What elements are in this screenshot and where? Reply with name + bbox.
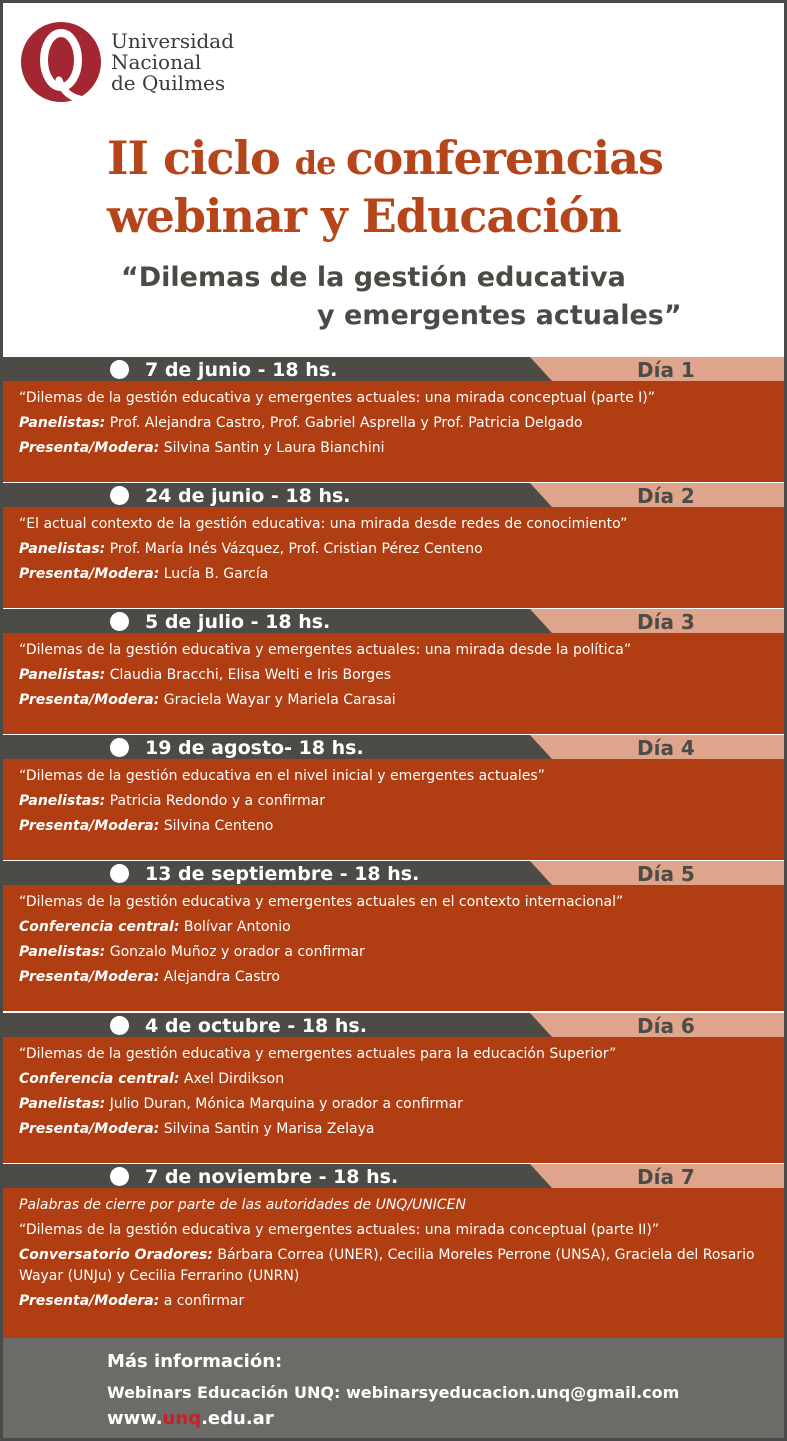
day-date: 5 de julio - 18 hs.: [145, 611, 331, 633]
day-date: 13 de septiembre - 18 hs.: [145, 863, 420, 885]
subtitle-line-2: y emergentes actuales”: [317, 300, 682, 331]
detail-text: “Dilemas de la gestión educativa y emergentes actuales: una mirada conceptual (parte I)”: [19, 390, 655, 406]
day-number: Día 7: [637, 1165, 695, 1188]
day-block: [3, 609, 784, 734]
day-body: [3, 381, 784, 482]
detail-label: Presenta/Modera:: [19, 440, 160, 456]
detail-label: Conferencia central:: [19, 1071, 180, 1087]
detail-text: Axel Dirdikson: [179, 1071, 285, 1087]
detail-line: [19, 965, 784, 990]
detail-line: [19, 915, 784, 940]
day-header: [3, 483, 784, 507]
detail-line: [19, 663, 784, 688]
day-number: Día 1: [637, 358, 695, 381]
bullet-icon: [110, 612, 129, 631]
day-number: Día 4: [637, 736, 695, 759]
day-header: [3, 1013, 784, 1037]
bullet-icon: [110, 360, 129, 379]
detail-text: Bárbara Correa (UNER), Cecilia Moreles Perrone (UNSA), Graciela del Rosario Wayar (UNJu) y Cecilia Ferrarino (UNRN): [19, 1247, 755, 1284]
day-number: Día 6: [637, 1014, 695, 1037]
detail-line: [19, 1092, 784, 1117]
university-line-1: Universidad: [111, 29, 235, 53]
day-body: [3, 507, 784, 608]
contact-email[interactable]: Webinars Educación UNQ: webinarsyeducacion.unq@gmail.com: [107, 1383, 680, 1402]
detail-line: [19, 411, 784, 436]
talk-title: [19, 512, 784, 537]
university-name: [111, 31, 234, 94]
detail-text: Gonzalo Muñoz y orador a confirmar: [105, 944, 365, 960]
detail-label: Presenta/Modera:: [19, 566, 160, 582]
title-part-1: II ciclo: [107, 131, 295, 185]
day-body: [3, 1188, 784, 1341]
detail-text: Alejandra Castro: [159, 969, 280, 985]
detail-line: [19, 436, 784, 461]
detail-label: Panelistas:: [19, 793, 106, 809]
day-body: [3, 759, 784, 860]
day-block: [3, 861, 784, 1011]
detail-label: Conversatorio Oradores:: [19, 1247, 213, 1263]
day-block: [3, 357, 784, 482]
day-body: [3, 1037, 784, 1163]
day-date: 7 de noviembre - 18 hs.: [145, 1166, 399, 1188]
detail-line: [19, 940, 784, 965]
detail-text: Silvina Santin y Marisa Zelaya: [159, 1121, 375, 1137]
detail-text: a confirmar: [159, 1293, 245, 1309]
detail-text: Julio Duran, Mónica Marquina y orador a confirmar: [105, 1096, 463, 1112]
detail-text: Prof. María Inés Vázquez, Prof. Cristian Pérez Centeno: [105, 541, 483, 557]
detail-text: “Dilemas de la gestión educativa en el nivel inicial y emergentes actuales”: [19, 768, 545, 784]
website-link[interactable]: [107, 1408, 274, 1429]
detail-line: [19, 562, 784, 587]
bullet-icon: [110, 738, 129, 757]
bullet-icon: [110, 486, 129, 505]
detail-text: Bolívar Antonio: [179, 919, 291, 935]
day-header: [3, 1164, 784, 1188]
day-date: 7 de junio - 18 hs.: [145, 359, 338, 381]
detail-text: Prof. Alejandra Castro, Prof. Gabriel Asprella y Prof. Patricia Delgado: [105, 415, 583, 431]
detail-label: Panelistas:: [19, 667, 106, 683]
detail-label: Panelistas:: [19, 541, 106, 557]
detail-line: [19, 1289, 784, 1314]
detail-text: Patricia Redondo y a confirmar: [105, 793, 326, 809]
talk-title: [19, 1218, 784, 1243]
talk-title: [19, 1042, 784, 1067]
detail-line: [19, 688, 784, 713]
detail-line: [19, 1067, 784, 1092]
day-date: 4 de octubre - 18 hs.: [145, 1015, 367, 1037]
detail-text: “Dilemas de la gestión educativa y emergentes actuales para la educación Superior”: [19, 1046, 617, 1062]
header: [3, 3, 784, 355]
detail-line: [19, 814, 784, 839]
bullet-icon: [110, 1167, 129, 1186]
detail-line: [19, 1117, 784, 1142]
day-header: [3, 609, 784, 633]
title-line-1: [107, 131, 663, 190]
detail-text: “Dilemas de la gestión educativa y emergentes actuales: una mirada conceptual (parte II)”: [19, 1222, 660, 1238]
more-info-heading: Más información:: [107, 1351, 283, 1372]
detail-label: Presenta/Modera:: [19, 692, 160, 708]
bullet-icon: [110, 864, 129, 883]
detail-label: Presenta/Modera:: [19, 1293, 160, 1309]
day-block: [3, 735, 784, 860]
detail-line: [19, 1243, 769, 1289]
day-number: Día 2: [637, 484, 695, 507]
detail-text: “El actual contexto de la gestión educativa: una mirada desde redes de conocimiento”: [19, 516, 628, 532]
day-date: 24 de junio - 18 hs.: [145, 485, 351, 507]
day-block: [3, 1164, 784, 1341]
detail-label: Panelistas:: [19, 944, 106, 960]
talk-title: [19, 764, 784, 789]
detail-text: Palabras de cierre por parte de las autoridades de UNQ/UNICEN: [19, 1197, 466, 1213]
day-block: [3, 483, 784, 608]
detail-label: Presenta/Modera:: [19, 1121, 160, 1137]
talk-title: [19, 890, 784, 915]
web-prefix: www.: [107, 1408, 163, 1429]
detail-label: Panelistas:: [19, 415, 106, 431]
day-block: [3, 1013, 784, 1163]
detail-text: “Dilemas de la gestión educativa y emergentes actuales en el contexto internacional”: [19, 894, 624, 910]
detail-line: [19, 537, 784, 562]
day-header: [3, 357, 784, 381]
detail-label: Presenta/Modera:: [19, 969, 160, 985]
talk-title: [19, 386, 784, 411]
talk-title: [19, 1193, 784, 1218]
title-line-2: webinar y Educación: [107, 189, 621, 243]
detail-line: [19, 789, 784, 814]
detail-text: “Dilemas de la gestión educativa y emergentes actuales: una mirada desde la política”: [19, 642, 632, 658]
day-body: [3, 885, 784, 1011]
detail-text: Graciela Wayar y Mariela Carasai: [159, 692, 396, 708]
detail-label: Presenta/Modera:: [19, 818, 160, 834]
detail-text: Silvina Centeno: [159, 818, 274, 834]
subtitle-line-1: “Dilemas de la gestión educativa: [121, 262, 626, 293]
detail-text: Lucía B. García: [159, 566, 269, 582]
unq-q-logo-icon: [19, 20, 103, 108]
day-number: Día 5: [637, 862, 695, 885]
day-header: [3, 861, 784, 885]
footer: [3, 1338, 784, 1438]
title-part-small: de: [294, 144, 346, 182]
day-date: 19 de agosto- 18 hs.: [145, 737, 364, 759]
talk-title: [19, 638, 784, 663]
detail-text: Claudia Bracchi, Elisa Welti e Iris Borges: [105, 667, 392, 683]
title-part-2: conferencias: [345, 131, 663, 185]
detail-label: Conferencia central:: [19, 919, 180, 935]
day-number: Día 3: [637, 610, 695, 633]
web-accent: unq: [162, 1408, 202, 1429]
day-body: [3, 633, 784, 734]
university-line-2: Nacional: [111, 50, 202, 74]
day-header: [3, 735, 784, 759]
bullet-icon: [110, 1016, 129, 1035]
web-suffix: .edu.ar: [201, 1408, 274, 1429]
university-line-3: de Quilmes: [111, 71, 226, 95]
detail-label: Panelistas:: [19, 1096, 106, 1112]
detail-text: Silvina Santin y Laura Bianchini: [159, 440, 385, 456]
